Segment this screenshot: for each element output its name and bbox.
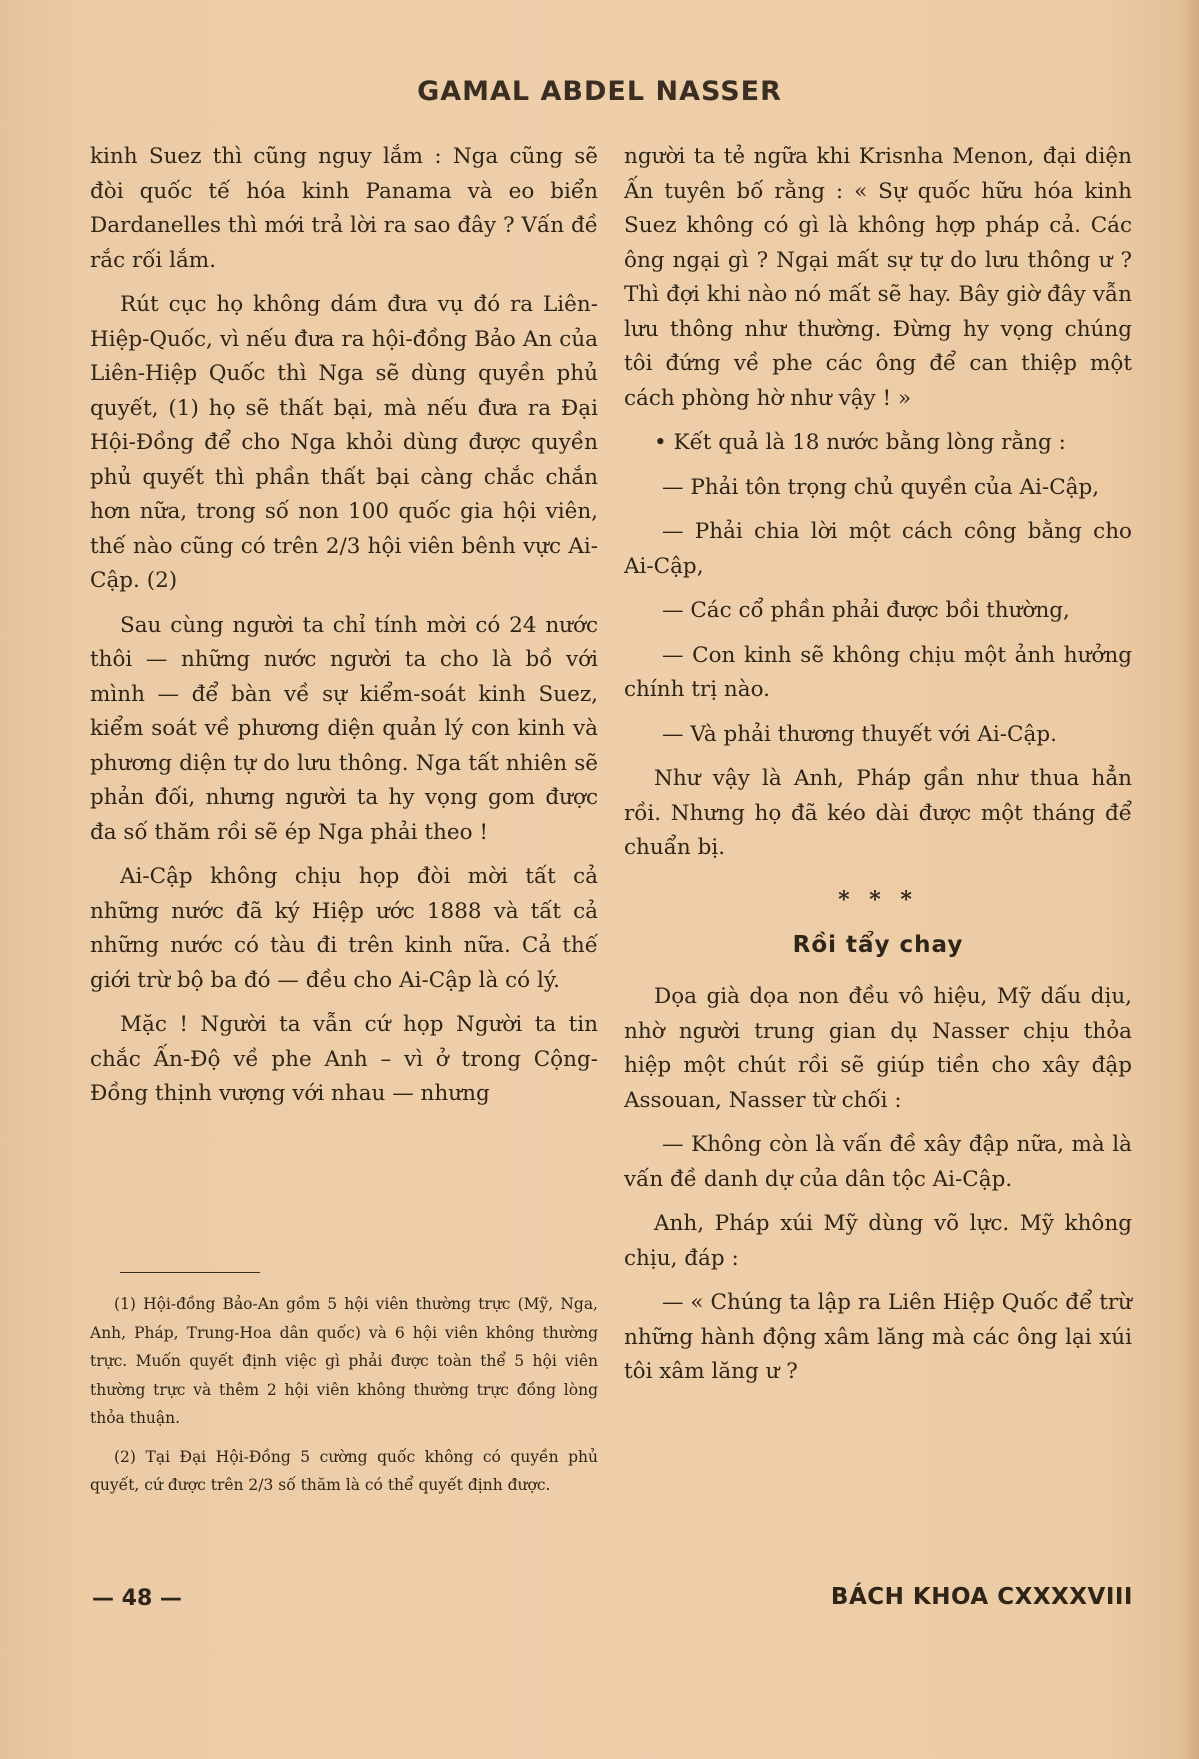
list-item: — Phải chia lời một cách công bằng cho Ai-Cập, [624,519,1132,579]
running-title: GAMAL ABDEL NASSER [417,76,782,107]
section-title: Rồi tẩy chay [792,931,964,958]
page-edge-shadow [1181,0,1199,1759]
section-paragraph-3: Anh, Pháp xúi Mỹ dùng võ lực. Mỹ không chịu, đáp : [624,1211,1132,1271]
section-paragraph-4: — « Chúng ta lập ra Liên Hiệp Quốc để trừ những hành động xâm lăng mà các ông lại xúi tôi xâm lăng ư ? [624,1290,1132,1384]
footnote-rule [120,1272,260,1273]
section-paragraph-1: Dọa già dọa non đều vô hiệu, Mỹ dấu dịu, nhờ người trung gian dụ Nasser chịu thỏa hiệp một chút rồi sẽ giúp tiền cho xây đập Assouan, Nasser từ chối : [624,984,1132,1113]
footnotes [90,1290,598,1510]
left-paragraph-2: Rút cục họ không dám đưa vụ đó ra Liên-Hiệp-Quốc, vì nếu đưa ra hội-đồng Bảo An của Liên-Hiệp Quốc thì Nga sẽ dùng quyền phủ quyết, (1) họ sẽ thất bại, mà nếu đưa ra Đại Hội-Đồng để cho Nga khỏi dùng được quyền phủ quyết thì phần thất bại càng chắc chắn hơn nữa, trong số non 100 quốc gia hội viên, thế nào cũng có trên 2/3 hội viên bênh vực Ai-Cập. (2) [90,292,598,593]
page-number: — 48 — [92,1586,182,1611]
list-item: — Và phải thương thuyết với Ai-Cập. [662,721,1057,747]
footnote-1: (1) Hội-đồng Bảo-An gồm 5 hội viên thường trực (Mỹ, Nga, Anh, Pháp, Trung-Hoa dân quốc) và 6 hội viên không thường trực. Muốn quyết định việc gì phải được toàn thể 5 hội viên thường trực và thêm 2 hội viên không thường trực đồng lòng thỏa thuận. [90,1295,598,1427]
section-paragraph-2: — Không còn là vấn đề xây đập nữa, mà là vấn đề danh dự của dân tộc Ai-Cập. [624,1132,1132,1192]
result-line: • Kết quả là 18 nước bằng lòng rằng : [654,430,1066,455]
left-paragraph-4: Ai-Cập không chịu họp đòi mời tất cả những nước đã ký Hiệp ước 1888 và tất cả những nước có tàu đi trên kinh nữa. Cả thế giới trừ bộ ba đó — đều cho Ai-Cập là có lý. [90,864,598,993]
footnote-2: (2) Tại Đại Hội-Đồng 5 cường quốc không có quyền phủ quyết, cứ được trên 2/3 số thăm là có thể quyết định được. [90,1447,598,1494]
left-paragraph-5: Mặc ! Người ta vẫn cứ họp Người ta tin chắc Ấn-Độ về phe Anh – vì ở trong Cộng-Đồng thịnh vượng với nhau — nhưng [90,1012,598,1106]
left-column [90,140,598,1122]
section-ornament: * * * [838,886,918,913]
publication-footer: BÁCH KHOA CXXXXVIII [830,1584,1133,1610]
right-intro-paragraph: người ta tẻ ngữa khi Krisnha Menon, đại diện Ấn tuyên bố rằng : « Sự quốc hữu hóa kinh Suez không có gì là không hợp pháp cả. Các ông ngại gì ? Ngại mất sự tự do lưu thông ư ? Thì đợi khi nào nó mất sẽ hay. Bây giờ đây vẫn lưu thông như thường. Đừng hy vọng chúng tôi đứng về phe các ông để can thiệp một cách phòng hờ như vậy ! » [624,144,1132,411]
right-column [624,140,1132,1400]
list-item: — Phải tôn trọng chủ quyền của Ai-Cập, [662,474,1100,500]
left-paragraph-1: kinh Suez thì cũng nguy lắm : Nga cũng sẽ đòi quốc tế hóa kinh Panama và eo biển Dardanelles thì mới trả lời ra sao đây ? Vấn đề rắc rối lắm. [90,144,598,273]
list-item: — Con kinh sẽ không chịu một ảnh hưởng chính trị nào. [624,642,1132,702]
left-paragraph-3: Sau cùng người ta chỉ tính mời có 24 nước thôi — những nước người ta cho là bồ với mình — để bàn về sự kiểm-soát kinh Suez, kiểm soát về phương diện quản lý con kinh và phương diện tự do lưu thông. Nga tất nhiên sẽ phản đối, nhưng người ta hy vọng gom được đa số thăm rồi sẽ ép Nga phải theo ! [90,612,598,845]
list-item: — Các cổ phần phải được bồi thường, [662,598,1070,623]
after-list-paragraph: Như vậy là Anh, Pháp gần như thua hẳn rồi. Nhưng họ đã kéo dài được một tháng để chuẩn bị. [624,766,1132,860]
